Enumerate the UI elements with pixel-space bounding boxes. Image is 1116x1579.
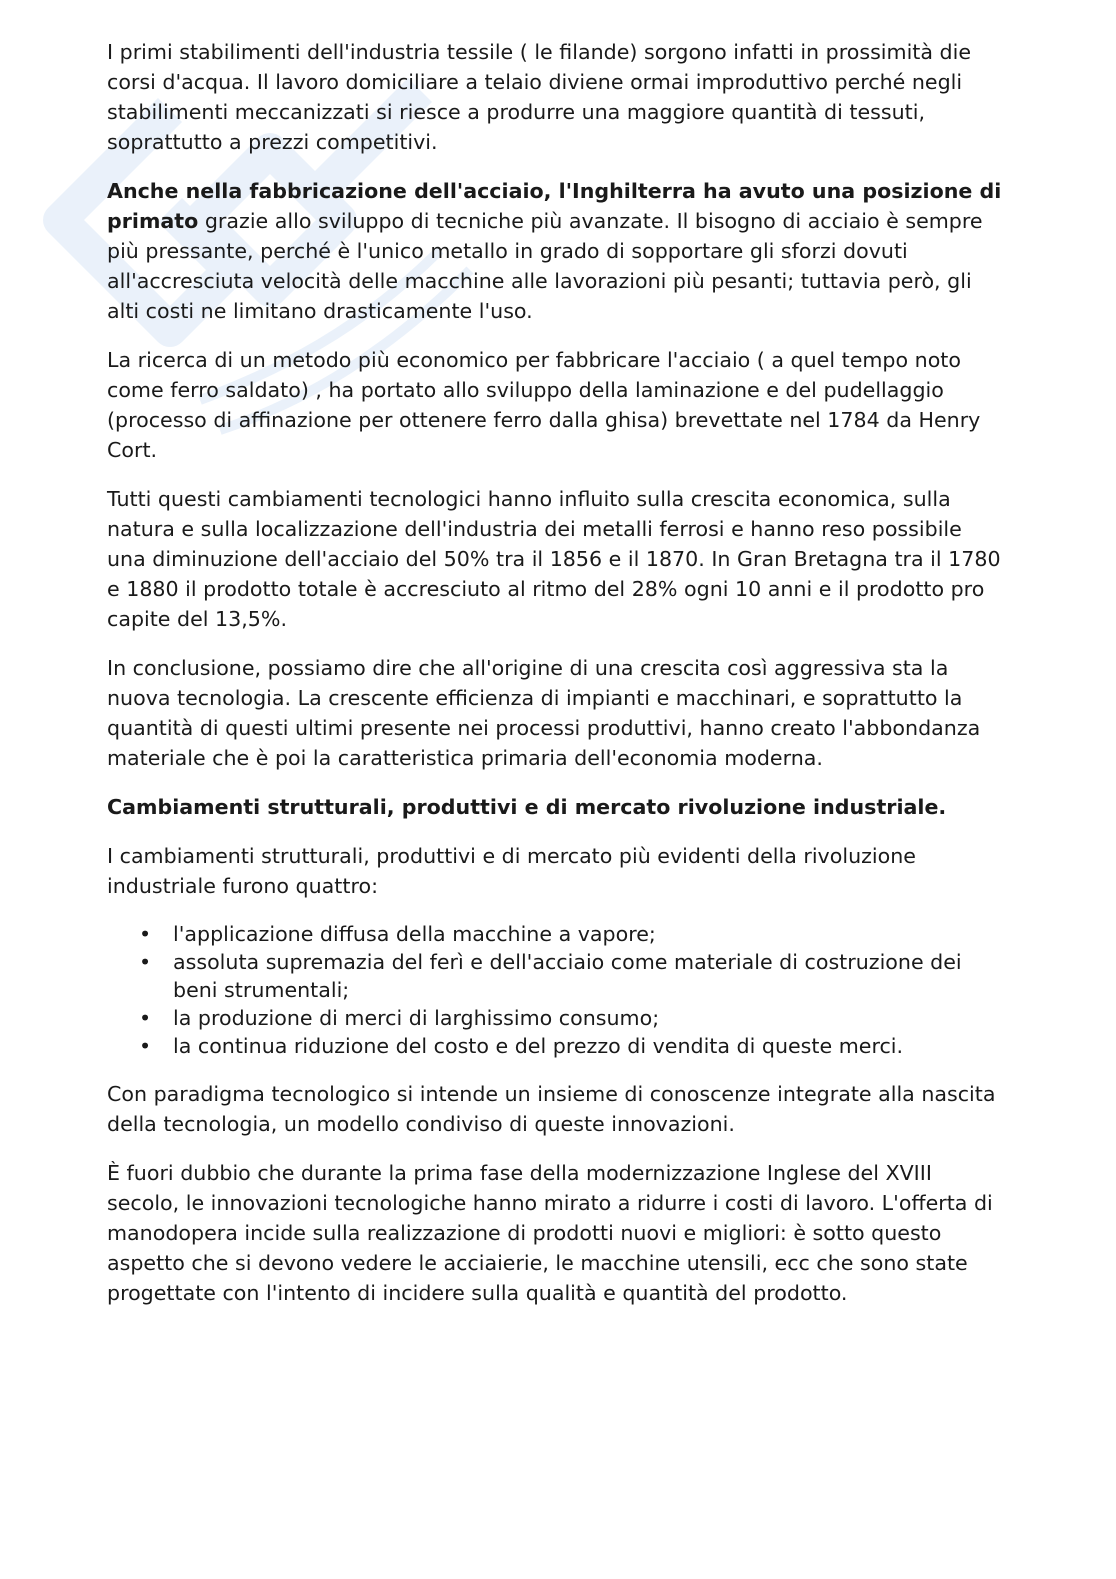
list-item-text: la continua riduzione del costo e del prezzo di vendita di queste merci. bbox=[173, 1034, 904, 1058]
list-item bbox=[107, 1004, 1007, 1032]
bullet-icon: • bbox=[139, 922, 152, 946]
list-item-text: assoluta supremazia del ferì e dell'acciaio come materiale di costruzione dei beni strumentali; bbox=[173, 950, 962, 1002]
paragraph-steel-rest: grazie allo sviluppo di tecniche più avanzate. Il bisogno di acciaio è sempre più pressante, perché è l'unico metallo in grado di sopportare gli sforzi dovuti all'accresciuta velocità delle macchine alle lavorazioni più pesanti; tuttavia però, gli alti costi ne limitano drasticamente l'uso. bbox=[107, 209, 983, 323]
changes-list bbox=[107, 920, 1007, 1060]
bullet-icon: • bbox=[139, 950, 152, 974]
bullet-icon: • bbox=[139, 1034, 152, 1058]
paragraph-steel bbox=[107, 176, 1007, 326]
paragraph-textile: I primi stabilimenti dell'industria tessile ( le filande) sorgono infatti in prossimità die corsi d'acqua. Il lavoro domiciliare a telaio diviene ormai improduttivo perché negli stabilimenti meccanizzati si riesce a produrre una maggiore quantità di tessuti, soprattutto a prezzi competitivi. bbox=[107, 40, 972, 154]
list-item-text: l'applicazione diffusa della macchine a vapore; bbox=[173, 922, 656, 946]
section-heading: Cambiamenti strutturali, produttivi e di mercato rivoluzione industriale. bbox=[107, 795, 947, 819]
paragraph-steel-bold: Anche nella fabbricazione dell'acciaio, l'Inghilterra ha avuto una posizione di primato bbox=[107, 179, 1002, 233]
paragraph-growth: Tutti questi cambiamenti tecnologici hanno influito sulla crescita economica, sulla natura e sulla localizzazione dell'industria dei metalli ferrosi e hanno reso possibile una diminuzione dell'acciaio del 50% tra il 1856 e il 1870. In Gran Bretagna tra il 1780 e 1880 il prodotto totale è accresciuto al ritmo del 28% ogni 10 anni e il prodotto pro capite del 13,5%. bbox=[107, 487, 1001, 631]
paragraph-steel-method: La ricerca di un metodo più economico per fabbricare l'acciaio ( a quel tempo noto come ferro saldato) , ha portato allo sviluppo della laminazione e del pudellaggio (processo di affinazione per ottenere ferro dalla ghisa) brevettate nel 1784 da Henry Cort. bbox=[107, 348, 981, 462]
list-item-text: la produzione di merci di larghissimo consumo; bbox=[173, 1006, 660, 1030]
list-item bbox=[107, 920, 1007, 948]
paragraph-paradigm: Con paradigma tecnologico si intende un insieme di conoscenze integrate alla nascita della tecnologia, un modello condiviso di queste innovazioni. bbox=[107, 1082, 996, 1136]
bullet-icon: • bbox=[139, 1006, 152, 1030]
document-page bbox=[107, 37, 1007, 1327]
paragraph-conclusion: In conclusione, possiamo dire che all'origine di una crescita così aggressiva sta la nuova tecnologia. La crescente efficienza di impianti e macchinari, e soprattutto la quantità di questi ultimi presente nei processi produttivi, hanno creato l'abbondanza materiale che è poi la caratteristica primaria dell'economia moderna. bbox=[107, 656, 981, 770]
paragraph-changes-intro: I cambiamenti strutturali, produttivi e di mercato più evidenti della rivoluzione industriale furono quattro: bbox=[107, 844, 916, 898]
paragraph-modernization: È fuori dubbio che durante la prima fase della modernizzazione Inglese del XVIII secolo, le innovazioni tecnologiche hanno mirato a ridurre i costi di lavoro. L'offerta di manodopera incide sulla realizzazione di prodotti nuovi e migliori: è sotto questo aspetto che si devono vedere le acciaierie, le macchine utensili, ecc che sono state progettate con l'intento di incidere sulla qualità e quantità del prodotto. bbox=[107, 1161, 993, 1305]
list-item bbox=[107, 948, 1007, 1004]
list-item bbox=[107, 1032, 1007, 1060]
